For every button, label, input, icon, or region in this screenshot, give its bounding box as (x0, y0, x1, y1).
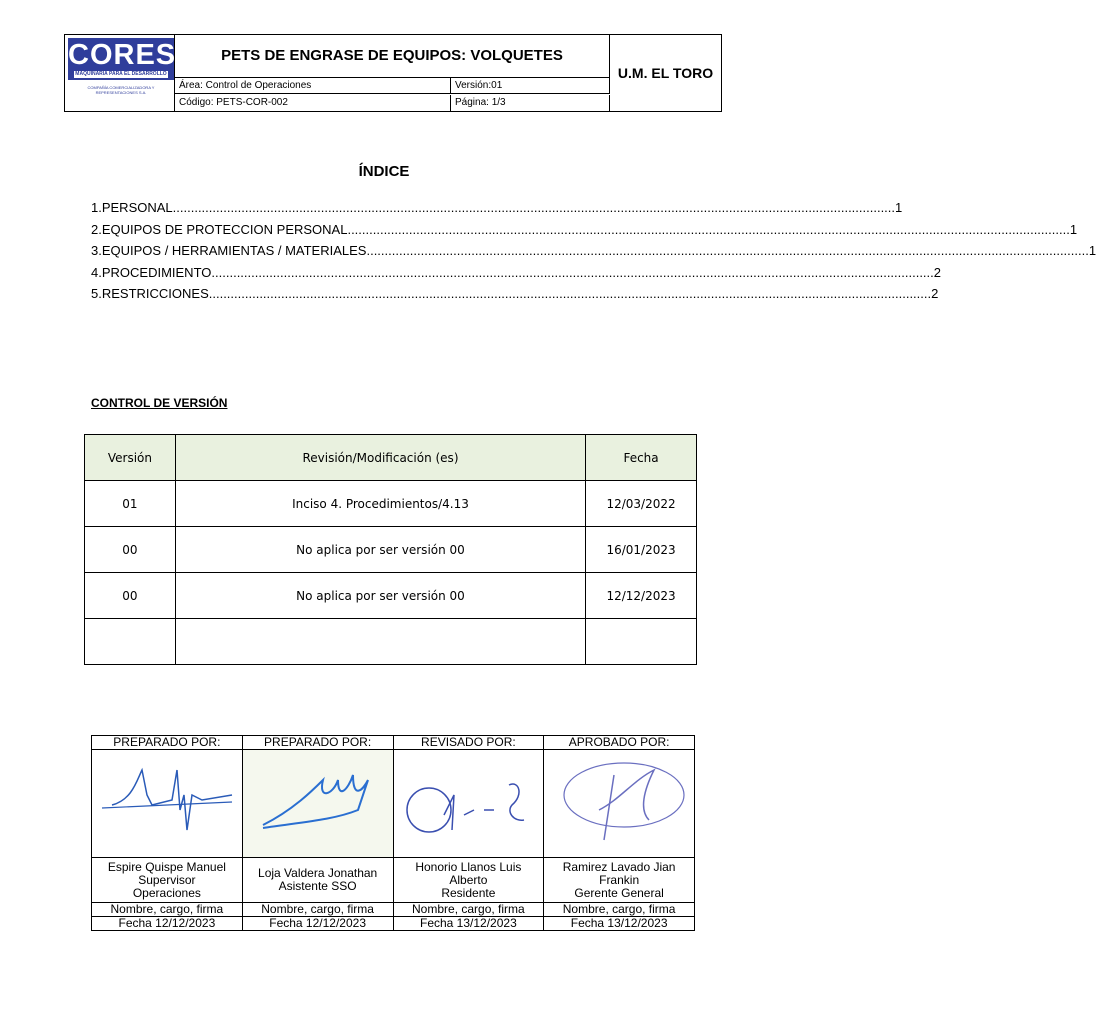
col-date: Fecha (586, 435, 697, 481)
toc-text: EQUIPOS / HERRAMIENTAS / MATERIALES (101, 243, 367, 258)
unit-label: U.M. EL TORO (617, 65, 714, 81)
toc-page: 2 (931, 286, 939, 301)
toc-number: 4. (91, 264, 102, 280)
table-cell: 12/12/2023 (586, 573, 697, 619)
toc-item (91, 262, 942, 284)
toc-number: 1. (91, 200, 102, 215)
toc-text: PERSONAL (101, 200, 173, 215)
signer-info (242, 858, 393, 903)
signature-4-stamp (544, 750, 695, 858)
version-table (84, 434, 697, 665)
sig-header: PREPARADO POR: (92, 736, 243, 750)
sig-header: APROBADO POR: (544, 736, 695, 750)
document-header (64, 34, 722, 112)
index-title: ÍNDICE (358, 163, 410, 180)
company-logo: CORESA MAQUINARIA PARA EL DESARROLLO COMPAÑÍA COMERCIALIZADORA Y REPRESENTACIONES S.A. (65, 35, 175, 111)
sig-date: Fecha 12/12/2023 (92, 917, 243, 931)
toc-dots: ........................................................................................................................................................................................................ (211, 264, 934, 280)
page-field: Página: 1/3 (451, 95, 610, 111)
table-row (85, 573, 697, 619)
table-row (85, 527, 697, 573)
signature-1 (92, 750, 243, 858)
sig-role: Nombre, cargo, firma (242, 903, 393, 917)
table-cell (586, 619, 697, 665)
table-cell: 12/03/2022 (586, 481, 697, 527)
signer-line: Supervisor (138, 872, 196, 887)
toc-dots: ........................................................................................................................................................................................................ (172, 200, 896, 215)
toc-number: 5. (91, 286, 102, 301)
area-field: Área: Control de Operaciones (175, 78, 451, 94)
signer-line: Espire Quispe Manuel (107, 859, 226, 874)
signer-info (544, 858, 695, 903)
signer-line: Residente (441, 885, 496, 900)
toc-page: 1 (1088, 243, 1096, 258)
col-revision: Revisión/Modificación (es) (175, 435, 585, 481)
table-cell: 00 (85, 573, 176, 619)
toc-dots: ........................................................................................................................................................................................................ (208, 286, 932, 301)
table-cell (175, 619, 585, 665)
sig-role: Nombre, cargo, firma (544, 903, 695, 917)
toc-item (91, 283, 939, 305)
toc-dots: ........................................................................................................................................................................................................ (366, 243, 1089, 258)
table-cell: No aplica por ser versión 00 (175, 573, 585, 619)
toc-item (91, 240, 1096, 262)
sig-role: Nombre, cargo, firma (92, 903, 243, 917)
signer-line: Alberto (449, 872, 488, 887)
table-cell: 01 (85, 481, 176, 527)
signer-line: Frankin (599, 872, 640, 887)
toc-text: EQUIPOS DE PROTECCION PERSONAL (101, 221, 348, 237)
sig-role: Nombre, cargo, firma (393, 903, 544, 917)
signer-line: Asistente SSO (278, 879, 357, 893)
signature-3 (393, 750, 544, 858)
signer-line: Operaciones (132, 885, 201, 900)
table-cell: Inciso 4. Procedimientos/4.13 (175, 481, 585, 527)
sig-date: Fecha 12/12/2023 (242, 917, 393, 931)
table-cell: 16/01/2023 (586, 527, 697, 573)
toc-item (91, 197, 903, 219)
signature-table (91, 735, 695, 931)
sig-header: REVISADO POR: (393, 736, 544, 750)
toc-item (91, 219, 1078, 241)
signer-info (92, 858, 243, 903)
table-of-contents (91, 197, 1096, 305)
toc-page: 1 (1069, 221, 1078, 237)
signer-line: Loja Valdera Jonathan (258, 866, 378, 880)
toc-page: 1 (895, 200, 903, 215)
table-row (85, 481, 697, 527)
col-version: Versión (85, 435, 176, 481)
table-cell: No aplica por ser versión 00 (175, 527, 585, 573)
toc-page: 2 (933, 264, 942, 280)
sig-date: Fecha 13/12/2023 (393, 917, 544, 931)
signer-line: Honorio Llanos Luis (415, 859, 522, 874)
code-field: Código: PETS-COR-002 (175, 95, 451, 111)
document-title: PETS DE ENGRASE DE EQUIPOS: VOLQUETES (175, 35, 610, 78)
signer-line: Ramirez Lavado Jian (562, 859, 676, 874)
signer-line: Gerente General (574, 885, 664, 900)
table-cell: 00 (85, 527, 176, 573)
toc-text: PROCEDIMIENTO (101, 264, 212, 280)
version-field: Versión:01 (451, 78, 610, 94)
signature-2 (242, 750, 393, 858)
toc-number: 3. (91, 243, 102, 258)
toc-number: 2. (91, 221, 102, 237)
sig-header: PREPARADO POR: (242, 736, 393, 750)
table-cell (85, 619, 176, 665)
signer-info (393, 858, 544, 903)
sig-date: Fecha 13/12/2023 (544, 917, 695, 931)
toc-text: RESTRICCIONES (101, 286, 209, 301)
table-row (85, 619, 697, 665)
version-control-title: CONTROL DE VERSIÓN (91, 396, 228, 410)
toc-dots: ........................................................................................................................................................................................................ (347, 221, 1070, 237)
